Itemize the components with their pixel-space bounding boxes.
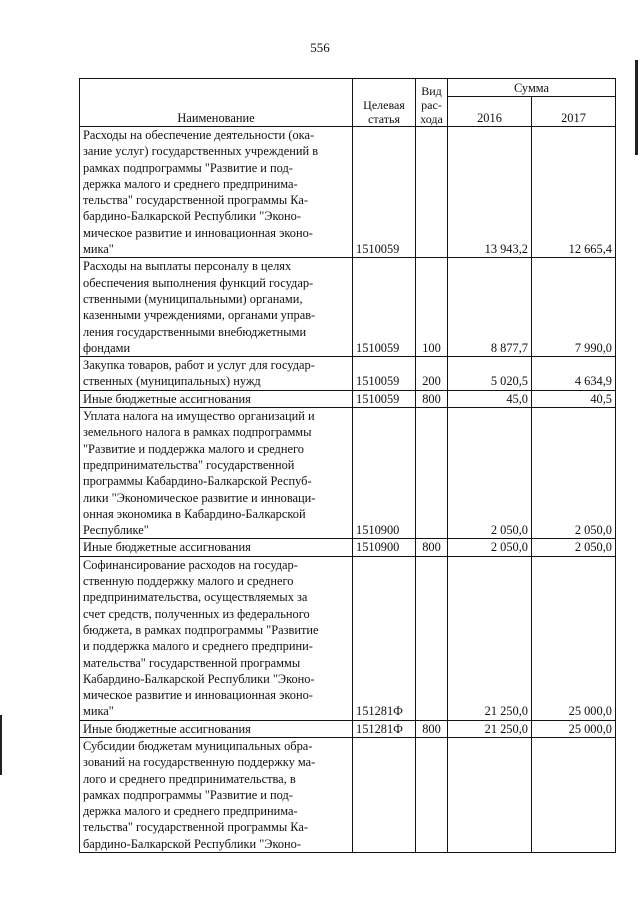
row-name-line: фондами <box>83 340 131 355</box>
row-name-line: мика" <box>83 242 114 257</box>
row-expense-kind: 800 <box>416 539 448 556</box>
page-number: 556 <box>310 40 330 55</box>
row-name-line: держка малого и среднего предпринима- <box>83 804 298 819</box>
header-kind-line: рас- <box>421 98 442 112</box>
header-target-line: Целевая <box>363 98 405 112</box>
row-expense-kind: 100 <box>416 258 448 357</box>
row-name-line: бардино-Балкарской Республики "Эконо- <box>83 209 302 224</box>
table-row <box>80 720 616 737</box>
row-name-line: Республике" <box>83 523 149 538</box>
row-name-line: ственных (муниципальных) нужд <box>83 374 261 389</box>
row-name-line: счет средств, полученных из федерального <box>83 606 310 621</box>
row-sum-2016: 5 020,5 <box>448 357 532 391</box>
row-name-line: ственными (муниципальными) органами, <box>83 291 303 306</box>
row-name-line: "Развитие и поддержка малого и среднего <box>83 441 304 456</box>
row-sum-2016: 2 050,0 <box>448 408 532 539</box>
row-name-line: держка малого и среднего предпринима- <box>83 176 298 191</box>
row-name-line: Иные бюджетные ассигнования <box>83 540 251 555</box>
row-name-line: Софинансирование расходов на государ- <box>83 557 298 572</box>
row-name-line: мическое развитие и инновационная эконо- <box>83 688 313 703</box>
header-expense-kind <box>416 79 448 127</box>
table-row <box>80 556 616 720</box>
row-expense-kind <box>416 408 448 539</box>
row-name-line: и поддержка малого и среднего предприни- <box>83 639 313 654</box>
table-row <box>80 357 616 391</box>
row-sum-2016 <box>448 737 532 852</box>
row-name-line: предпринимательства, осуществляемых за <box>83 590 308 605</box>
row-sum-2017: 2 050,0 <box>532 539 616 556</box>
row-name-line: рамках подпрограммы "Развитие и под- <box>83 160 293 175</box>
row-sum-2016: 2 050,0 <box>448 539 532 556</box>
row-sum-2016: 21 250,0 <box>448 556 532 720</box>
row-expense-kind <box>416 737 448 852</box>
row-sum-2016: 45,0 <box>448 390 532 407</box>
table-row <box>80 127 616 258</box>
header-year-2016: 2016 <box>448 97 532 127</box>
row-target-article <box>353 737 416 852</box>
row-name-line: тельства" государственной программы Ка- <box>83 820 309 835</box>
row-name-line: зований на государственную поддержку ма- <box>83 755 316 770</box>
row-name <box>80 408 353 539</box>
row-target-article: 1510059 <box>353 258 416 357</box>
row-name <box>80 127 353 258</box>
row-name-line: бюджета, в рамках подпрограммы "Развитие <box>83 622 319 637</box>
budget-table <box>79 78 616 853</box>
row-target-article: 1510900 <box>353 539 416 556</box>
row-name-line: Уплата налога на имущество организаций и <box>83 409 315 424</box>
scan-edge-mark <box>635 60 638 155</box>
row-sum-2017: 25 000,0 <box>532 556 616 720</box>
row-name <box>80 258 353 357</box>
row-sum-2016: 8 877,7 <box>448 258 532 357</box>
table-body <box>80 127 616 853</box>
row-target-article: 1510059 <box>353 357 416 391</box>
row-sum-2017: 7 990,0 <box>532 258 616 357</box>
row-name-line: рамках подпрограммы "Развитие и под- <box>83 787 293 802</box>
table-row <box>80 539 616 556</box>
row-sum-2017: 2 050,0 <box>532 408 616 539</box>
row-target-article: 1510059 <box>353 390 416 407</box>
table-row <box>80 737 616 852</box>
row-name-line: Иные бюджетные ассигнования <box>83 721 251 736</box>
row-sum-2017: 25 000,0 <box>532 720 616 737</box>
row-name <box>80 720 353 737</box>
row-target-article: 1510059 <box>353 127 416 258</box>
header-year-2017: 2017 <box>532 97 616 127</box>
row-name-line: обеспечения выполнения функций государ- <box>83 275 314 290</box>
row-name-line: Расходы на обеспечение деятельности (ока- <box>83 128 315 142</box>
row-name-line: зание услуг) государственных учреждений в <box>83 144 319 159</box>
header-sum: Сумма <box>448 79 616 97</box>
header-kind-line: хода <box>420 112 443 126</box>
row-name-line: земельного налога в рамках подпрограммы <box>83 425 312 440</box>
row-name-line: лого и среднего предпринимательства, в <box>83 771 296 786</box>
row-name <box>80 737 353 852</box>
row-sum-2016: 13 943,2 <box>448 127 532 258</box>
row-name-line: ления государственными внебюджетными <box>83 324 307 339</box>
row-name-line: Закупка товаров, работ и услуг для государ- <box>83 358 315 373</box>
row-name-line: Расходы на выплаты персоналу в целях <box>83 259 292 274</box>
row-name-line: Субсидии бюджетам муниципальных обра- <box>83 738 313 753</box>
row-name-line: ственную поддержку малого и среднего <box>83 574 294 589</box>
row-name <box>80 357 353 391</box>
header-target-article <box>353 79 416 127</box>
row-name <box>80 556 353 720</box>
row-sum-2016: 21 250,0 <box>448 720 532 737</box>
scan-edge-mark <box>0 715 2 775</box>
row-sum-2017 <box>532 737 616 852</box>
row-name-line: программы Кабардино-Балкарской Респуб- <box>83 474 312 489</box>
header-name: Наименование <box>80 79 353 127</box>
row-expense-kind: 200 <box>416 357 448 391</box>
row-name-line: Иные бюджетные ассигнования <box>83 391 251 406</box>
row-name-line: мательства" государственной программы <box>83 655 301 670</box>
table-row <box>80 258 616 357</box>
row-expense-kind <box>416 556 448 720</box>
row-sum-2017: 40,5 <box>532 390 616 407</box>
table-row <box>80 390 616 407</box>
row-name-line: бардино-Балкарской Республики "Эконо- <box>83 836 302 851</box>
row-expense-kind <box>416 127 448 258</box>
row-sum-2017: 4 634,9 <box>532 357 616 391</box>
header-kind-line: Вид <box>421 84 442 98</box>
row-name <box>80 539 353 556</box>
row-expense-kind: 800 <box>416 720 448 737</box>
row-name-line: предпринимательства" государственной <box>83 457 295 472</box>
row-expense-kind: 800 <box>416 390 448 407</box>
row-name-line: казенными учреждениями, органами управ- <box>83 308 316 323</box>
row-name-line: Кабардино-Балкарской Республики "Эконо- <box>83 671 315 686</box>
header-target-line: статья <box>368 112 400 126</box>
row-name <box>80 390 353 407</box>
row-name-line: тельства" государственной программы Ка- <box>83 193 309 208</box>
row-target-article: 1510900 <box>353 408 416 539</box>
row-name-line: мика" <box>83 704 114 719</box>
row-sum-2017: 12 665,4 <box>532 127 616 258</box>
row-name-line: мическое развитие и инновационная эконо- <box>83 225 313 240</box>
table-row <box>80 408 616 539</box>
row-target-article: 151281Ф <box>353 720 416 737</box>
row-name-line: онная экономика в Кабардино-Балкарской <box>83 506 306 521</box>
row-name-line: лики "Экономическое развитие и инноваци- <box>83 490 316 505</box>
row-target-article: 151281Ф <box>353 556 416 720</box>
